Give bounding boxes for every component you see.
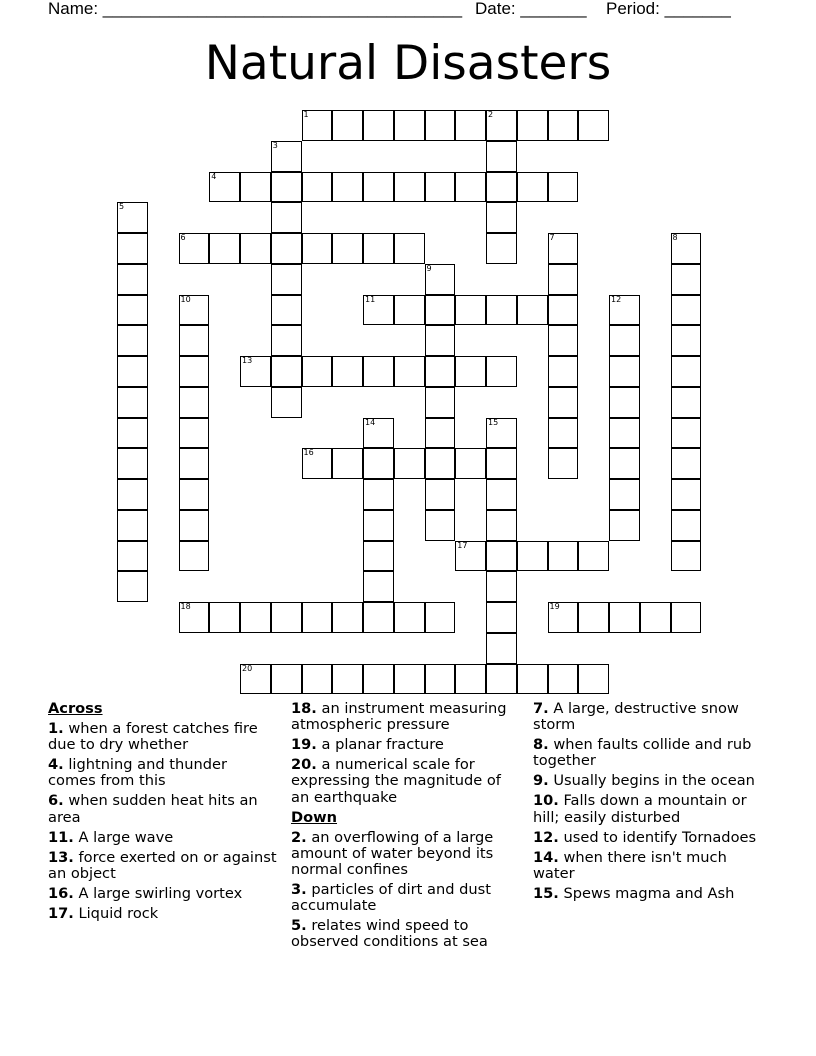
clue-number: 16. (48, 884, 74, 902)
crossword-cell[interactable] (486, 510, 517, 541)
crossword-cell[interactable] (425, 448, 456, 479)
clue-text: Liquid rock (78, 904, 159, 922)
crossword-cell[interactable] (548, 233, 579, 264)
crossword-cell[interactable] (117, 479, 148, 510)
cell-number: 19 (549, 602, 560, 611)
clue-number: 6. (48, 792, 64, 810)
crossword-cell[interactable] (548, 448, 579, 479)
clue-across-4 (48, 757, 278, 789)
clue-text: an overflowing of a large amount of water beyond its normal confines (291, 828, 494, 879)
crossword-cell[interactable] (425, 172, 456, 203)
clue-down-15 (533, 886, 763, 902)
clue-down-9 (533, 773, 763, 789)
crossword-cell[interactable] (117, 418, 148, 449)
cell-number: 12 (611, 294, 622, 304)
cell-number: 13 (242, 356, 253, 365)
clue-across-19 (291, 737, 521, 753)
crossword-cell[interactable] (671, 602, 702, 633)
crossword-cell[interactable] (271, 141, 302, 172)
clue-across-20 (291, 757, 521, 806)
period-field-label: Period: _______ (606, 0, 731, 18)
crossword-cell[interactable] (455, 448, 486, 479)
crossword-cell[interactable] (240, 233, 271, 264)
crossword-cell[interactable] (271, 295, 302, 326)
crossword-cell[interactable] (363, 295, 394, 326)
clues-column-1 (48, 701, 278, 926)
crossword-cell[interactable] (117, 387, 148, 418)
crossword-cell[interactable] (578, 664, 609, 695)
clue-text: Spews magma and Ash (563, 884, 735, 902)
crossword-cell[interactable] (548, 295, 579, 326)
crossword-cell[interactable] (486, 633, 517, 664)
crossword-cell[interactable] (425, 479, 456, 510)
clue-text: a planar fracture (321, 736, 444, 754)
crossword-cell[interactable] (486, 202, 517, 233)
crossword-cell[interactable] (486, 233, 517, 264)
crossword-cell[interactable] (517, 110, 548, 141)
cell-number: 8 (672, 233, 678, 242)
clue-down-5 (291, 918, 521, 950)
date-field-label: Date: _______ (475, 0, 587, 18)
clue-number: 4. (48, 756, 64, 774)
crossword-cell[interactable] (117, 264, 148, 295)
crossword-cell[interactable] (363, 571, 394, 602)
crossword-cell[interactable] (179, 387, 210, 418)
cell-number: 11 (365, 294, 376, 304)
crossword-cell[interactable] (332, 233, 363, 264)
cell-number: 5 (119, 202, 125, 212)
crossword-cell[interactable] (363, 418, 394, 449)
crossword-cell[interactable] (609, 325, 640, 356)
crossword-cell[interactable] (425, 295, 456, 326)
crossword-cell[interactable] (394, 110, 425, 141)
cell-number: 1 (303, 110, 309, 119)
crossword-cell[interactable] (455, 172, 486, 203)
crossword-cell[interactable] (363, 664, 394, 695)
cell-number: 14 (365, 417, 376, 427)
crossword-cell[interactable] (609, 479, 640, 510)
crossword-cell[interactable] (394, 664, 425, 695)
crossword-cell[interactable] (302, 356, 333, 387)
crossword-cell[interactable] (486, 418, 517, 449)
crossword-cell[interactable] (486, 141, 517, 172)
clue-number: 2. (291, 828, 307, 846)
crossword-cell[interactable] (117, 233, 148, 264)
crossword-cell[interactable] (671, 325, 702, 356)
crossword-cell[interactable] (548, 172, 579, 203)
crossword-cell[interactable] (302, 664, 333, 695)
cell-number: 10 (180, 294, 191, 304)
clue-text: particles of dirt and dust accumulate (291, 881, 491, 915)
clue-across-16 (48, 886, 278, 902)
crossword-cell[interactable] (609, 448, 640, 479)
crossword-cell[interactable] (425, 387, 456, 418)
clue-across-11 (48, 830, 278, 846)
cell-number: 17 (457, 540, 468, 550)
clue-number: 18. (291, 700, 317, 717)
crossword-cell[interactable] (271, 264, 302, 295)
crossword-cell[interactable] (209, 233, 240, 264)
crossword-cell[interactable] (425, 110, 456, 141)
clue-number: 20. (291, 756, 317, 774)
crossword-cell[interactable] (671, 510, 702, 541)
crossword-cell[interactable] (486, 571, 517, 602)
clue-text: A large wave (78, 828, 174, 846)
crossword-cell[interactable] (486, 172, 517, 203)
clue-down-3 (291, 882, 521, 914)
clues-column-3 (533, 701, 763, 906)
cell-number: 18 (180, 602, 191, 611)
clue-number: 3. (291, 881, 307, 899)
crossword-cell[interactable] (578, 602, 609, 633)
crossword-cell[interactable] (671, 418, 702, 449)
clue-across-17 (48, 906, 278, 922)
crossword-cell[interactable] (363, 110, 394, 141)
crossword-cell[interactable] (425, 264, 456, 295)
clue-across-13 (48, 850, 278, 882)
clue-down-2 (291, 830, 521, 879)
crossword-cell[interactable] (548, 387, 579, 418)
cell-number: 9 (426, 263, 432, 273)
crossword-cell[interactable] (425, 510, 456, 541)
crossword-cell[interactable] (240, 356, 271, 387)
cell-number: 3 (272, 140, 278, 150)
crossword-cell[interactable] (117, 202, 148, 233)
clue-text: relates wind speed to observed conditions at sea (291, 917, 488, 951)
crossword-cell[interactable] (332, 448, 363, 479)
crossword-cell[interactable] (548, 264, 579, 295)
clue-text: a numerical scale for expressing the magnitude of an earthquake (291, 756, 501, 806)
crossword-cell[interactable] (271, 325, 302, 356)
crossword-cell[interactable] (425, 325, 456, 356)
clue-down-10 (533, 793, 763, 825)
crossword-cell[interactable] (363, 448, 394, 479)
name-field-label: Name: ______________________________________ (48, 0, 463, 18)
clue-down-7 (533, 701, 763, 733)
crossword-cell[interactable] (363, 172, 394, 203)
clue-number: 9. (533, 772, 549, 790)
clue-text: an instrument measuring atmospheric pressure (291, 700, 507, 734)
crossword-cell[interactable] (332, 664, 363, 695)
crossword-cell[interactable] (179, 356, 210, 387)
crossword-cell[interactable] (609, 602, 640, 633)
crossword-cell[interactable] (548, 541, 579, 572)
clue-number: 10. (533, 792, 559, 810)
crossword-cell[interactable] (271, 202, 302, 233)
crossword-cell[interactable] (117, 448, 148, 479)
crossword-cell[interactable] (425, 418, 456, 449)
clue-text: Usually begins in the ocean (553, 772, 755, 790)
crossword-cell[interactable] (302, 602, 333, 633)
crossword-cell[interactable] (486, 479, 517, 510)
crossword-cell[interactable] (332, 356, 363, 387)
clue-across-6 (48, 793, 278, 825)
crossword-cell[interactable] (394, 356, 425, 387)
clue-down-8 (533, 737, 763, 769)
crossword-cell[interactable] (671, 356, 702, 387)
crossword-cell[interactable] (486, 602, 517, 633)
crossword-cell[interactable] (486, 448, 517, 479)
crossword-cell[interactable] (548, 418, 579, 449)
clue-text: A large, destructive snow storm (533, 700, 739, 734)
clue-text: when there isn't much water (533, 848, 727, 882)
clue-number: 15. (533, 884, 559, 902)
clue-number: 14. (533, 848, 559, 866)
page-title: Natural Disasters (204, 36, 612, 91)
crossword-cell[interactable] (240, 172, 271, 203)
crossword-cell[interactable] (363, 602, 394, 633)
crossword-cell[interactable] (179, 325, 210, 356)
crossword-cell[interactable] (609, 356, 640, 387)
crossword-cell[interactable] (609, 418, 640, 449)
crossword-cell[interactable] (271, 602, 302, 633)
clue-number: 5. (291, 917, 307, 935)
crossword-cell[interactable] (455, 541, 486, 572)
crossword-cell[interactable] (394, 448, 425, 479)
crossword-cell[interactable] (517, 172, 548, 203)
crossword-cell[interactable] (548, 602, 579, 633)
clue-text: used to identify Tornadoes (563, 828, 757, 846)
crossword-cell[interactable] (363, 541, 394, 572)
crossword-cell[interactable] (271, 172, 302, 203)
crossword-cell[interactable] (517, 664, 548, 695)
crossword-cell[interactable] (671, 295, 702, 326)
crossword-cell[interactable] (117, 325, 148, 356)
crossword-cell[interactable] (179, 233, 210, 264)
crossword-cell[interactable] (394, 172, 425, 203)
crossword-cell[interactable] (578, 110, 609, 141)
crossword-cell[interactable] (179, 448, 210, 479)
clue-text: force exerted on or against an object (48, 848, 277, 882)
crossword-cell[interactable] (548, 110, 579, 141)
crossword-cell[interactable] (179, 418, 210, 449)
clue-number: 13. (48, 848, 74, 866)
crossword-cell[interactable] (271, 664, 302, 695)
clue-number: 8. (533, 736, 549, 754)
crossword-cell[interactable] (363, 356, 394, 387)
crossword-cell[interactable] (271, 233, 302, 264)
crossword-cell[interactable] (486, 664, 517, 695)
crossword-cell[interactable] (179, 295, 210, 326)
crossword-cell[interactable] (302, 233, 333, 264)
crossword-cell[interactable] (455, 110, 486, 141)
crossword-cell[interactable] (640, 602, 671, 633)
crossword-cell[interactable] (302, 448, 333, 479)
clue-text: when sudden heat hits an area (48, 792, 258, 826)
clue-number: 7. (533, 700, 549, 717)
crossword-cell[interactable] (240, 602, 271, 633)
crossword-cell[interactable] (363, 233, 394, 264)
cell-number: 6 (180, 233, 186, 242)
crossword-cell[interactable] (548, 664, 579, 695)
clue-text: when faults collide and rub together (533, 736, 752, 770)
cell-number: 15 (488, 417, 499, 427)
crossword-cell[interactable] (671, 233, 702, 264)
crossword-cell[interactable] (302, 172, 333, 203)
crossword-cell[interactable] (517, 541, 548, 572)
crossword-cell[interactable] (332, 110, 363, 141)
crossword-cell[interactable] (179, 510, 210, 541)
crossword-cell[interactable] (117, 571, 148, 602)
clue-text: when a forest catches fire due to dry whether (48, 720, 258, 754)
crossword-cell[interactable] (117, 510, 148, 541)
clue-down-14 (533, 850, 763, 882)
crossword-cell[interactable] (117, 295, 148, 326)
crossword-cell[interactable] (455, 295, 486, 326)
clues-column-2 (291, 701, 521, 954)
clue-number: 17. (48, 904, 74, 922)
crossword-cell[interactable] (271, 356, 302, 387)
clue-number: 19. (291, 736, 317, 754)
crossword-cell[interactable] (425, 664, 456, 695)
crossword-cell[interactable] (363, 510, 394, 541)
crossword-cell[interactable] (179, 602, 210, 633)
clue-number: 1. (48, 720, 64, 737)
clue-down-12 (533, 830, 763, 846)
crossword-cell[interactable] (548, 356, 579, 387)
crossword-cell[interactable] (117, 356, 148, 387)
clue-across-1 (48, 721, 278, 753)
cell-number: 16 (303, 448, 314, 458)
crossword-cell[interactable] (609, 510, 640, 541)
crossword-cell[interactable] (671, 448, 702, 479)
crossword-cell[interactable] (117, 541, 148, 572)
cell-number: 4 (211, 171, 217, 181)
crossword-cell[interactable] (271, 387, 302, 418)
clue-number: 11. (48, 828, 74, 846)
clue-text: A large swirling vortex (78, 884, 243, 902)
crossword-cell[interactable] (517, 295, 548, 326)
crossword-cell[interactable] (455, 356, 486, 387)
crossword-cell[interactable] (209, 602, 240, 633)
crossword-cell[interactable] (394, 295, 425, 326)
crossword-cell[interactable] (394, 233, 425, 264)
crossword-cell[interactable] (363, 479, 394, 510)
crossword-cell[interactable] (332, 602, 363, 633)
crossword-cell[interactable] (394, 602, 425, 633)
cell-number: 7 (549, 233, 555, 242)
crossword-cell[interactable] (486, 541, 517, 572)
crossword-cell[interactable] (486, 110, 517, 141)
crossword-cell[interactable] (240, 664, 271, 695)
clue-across-18 (291, 701, 521, 733)
clue-text: Falls down a mountain or hill; easily disturbed (533, 792, 747, 826)
crossword-cell[interactable] (486, 356, 517, 387)
cell-number: 20 (242, 663, 253, 673)
cell-number: 2 (488, 110, 494, 119)
crossword-cell[interactable] (671, 264, 702, 295)
down-heading: Down (291, 808, 338, 826)
crossword-cell[interactable] (209, 172, 240, 203)
crossword-cell[interactable] (671, 541, 702, 572)
crossword-cell[interactable] (671, 479, 702, 510)
crossword-cell[interactable] (486, 295, 517, 326)
across-heading: Across (48, 700, 103, 717)
crossword-cell[interactable] (578, 541, 609, 572)
crossword-cell[interactable] (425, 356, 456, 387)
crossword-cell[interactable] (671, 387, 702, 418)
crossword-cell[interactable] (179, 541, 210, 572)
crossword-cell[interactable] (548, 325, 579, 356)
clue-number: 12. (533, 828, 559, 846)
crossword-cell[interactable] (609, 295, 640, 326)
crossword-cell[interactable] (332, 172, 363, 203)
crossword-cell[interactable] (302, 110, 333, 141)
clue-text: lightning and thunder comes from this (48, 756, 227, 790)
crossword-cell[interactable] (179, 479, 210, 510)
crossword-cell[interactable] (455, 664, 486, 695)
crossword-cell[interactable] (609, 387, 640, 418)
crossword-cell[interactable] (425, 602, 456, 633)
